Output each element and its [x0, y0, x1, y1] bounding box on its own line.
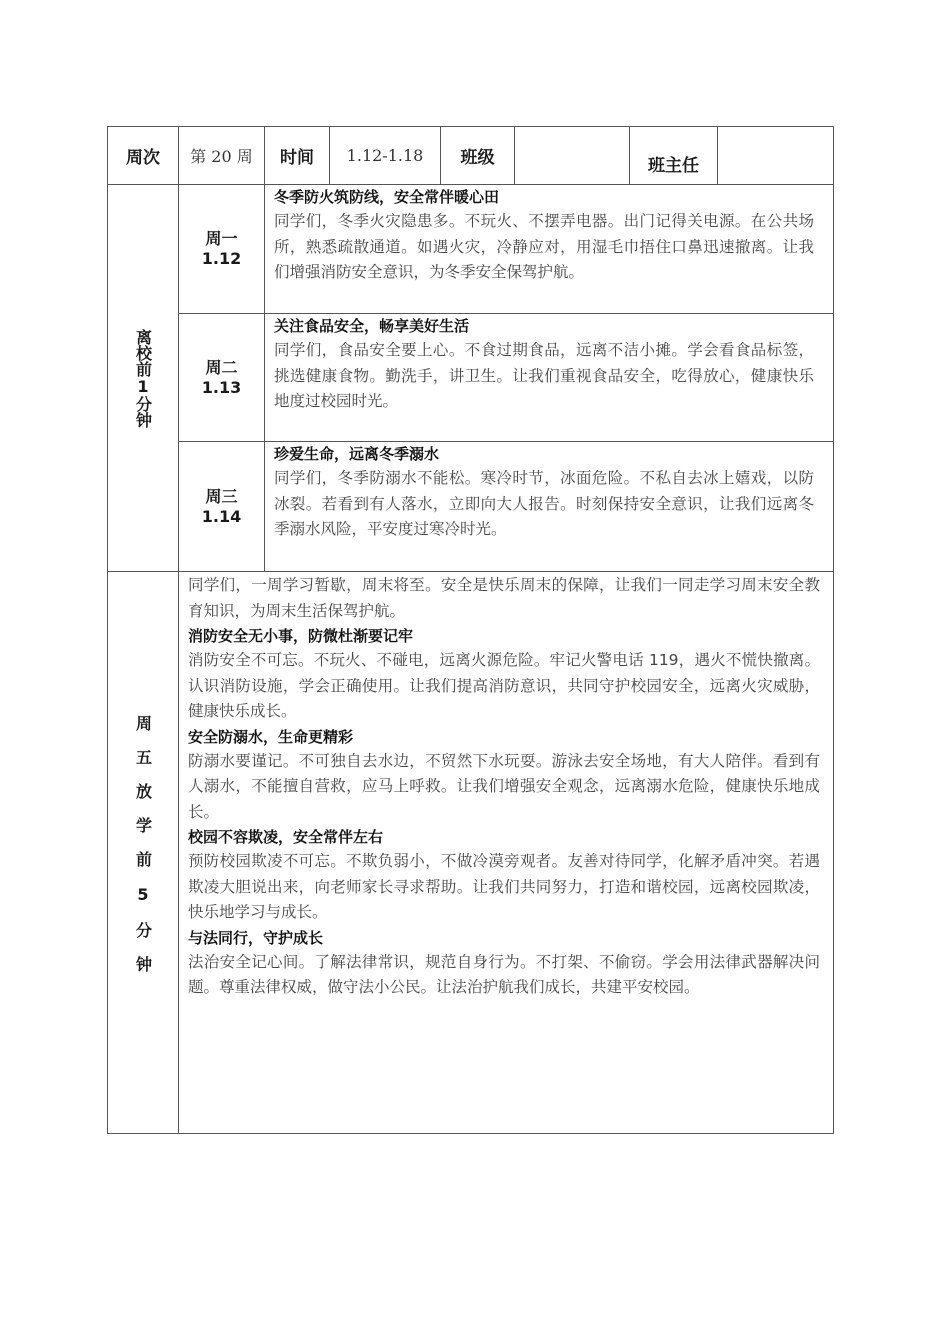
friday-content-cell — [188, 573, 820, 1131]
day-date: 1.13 — [201, 377, 242, 397]
topic-text: 同学们，冬季防溺水不能松。寒冷时节，冰面危险。不私自去冰上嬉戏，以防冰裂。若看到有人落水，立即向大人报告。时刻保持安全意识，让我们远离冬季溺水风险，平安度过寒冷时光。 — [274, 469, 814, 538]
content-cell-tuesday — [274, 314, 814, 441]
topic-title: 冬季防火筑防线，安全常伴暖心田 — [274, 188, 500, 206]
section-title: 消防安全无小事，防微杜渐要记牢 — [188, 627, 414, 645]
time-label: 时间 — [280, 148, 314, 168]
section-text: 法治安全记心间。了解法律常识，规范自身行为。不打架、不偷窃。学会用法律武器解决问题。尊重法律权威，做守法小公民。让法治护航我们成长，共建平安校园。 — [188, 952, 820, 996]
week-value: 第 20 周 — [190, 147, 253, 166]
teacher-value[interactable] — [718, 127, 833, 184]
day-date: 1.12 — [201, 249, 242, 268]
before-school-label: 离校前1分钟 — [133, 328, 153, 428]
content-cell-wednesday — [274, 442, 814, 571]
section-text: 防溺水要谨记。不可独自去水边，不贸然下水玩耍。游泳去安全场地，有大人陪伴。看到有人溺水，不能擅自营救，应马上呼救。让我们增强安全观念，远离溺水危险，健康快乐地成长。 — [188, 751, 820, 821]
topic-title: 关注食品安全，畅享美好生活 — [274, 317, 470, 335]
section-title: 校园不容欺凌，安全常伴左右 — [188, 828, 384, 846]
topic-text: 同学们，食品安全要上心。不食过期食品，远离不洁小摊。学会看食品标签，挑选健康食物。勤洗手，讲卫生。让我们重视食品安全，吃得放心，健康快乐地度过校园时光。 — [274, 341, 814, 410]
friday-label-cell — [108, 572, 178, 1133]
class-value[interactable] — [515, 127, 629, 184]
day-name: 周二 — [205, 357, 238, 377]
section-title: 与法同行，守护成长 — [188, 928, 324, 947]
topic-text: 同学们，冬季火灾隐患多。不玩火、不摆弄电器。出门记得关电源。在公共场所，熟悉疏散通道。如遇火灾，冷静应对，用湿毛巾捂住口鼻迅速撤离。让我们增强消防安全意识，为冬季安全保驾护航。 — [274, 212, 814, 281]
friday-intro: 同学们，一周学习暂歇，周末将至。安全是快乐周末的保障，让我们一同走学习周末安全教育知识，为周末生活保驾护航。 — [188, 576, 820, 620]
friday-label: 周五放学前5分钟 — [133, 715, 153, 990]
before-school-label-cell — [108, 185, 178, 571]
week-label: 周次 — [126, 148, 160, 168]
day-name: 周一 — [205, 229, 238, 248]
section-text: 消防安全不可忘。不玩火、不碰电，远离火源危险。牢记火警电话 119，遇火不慌快撤离。认识消防设施，学会正确使用。让我们提高消防意识，共同守护校园安全，远离火灾威胁，健康快乐成长。 — [188, 651, 820, 720]
day-cell-wednesday — [179, 442, 264, 571]
day-cell-monday — [179, 185, 264, 313]
day-cell-tuesday — [179, 314, 264, 441]
teacher-label: 班主任 — [648, 156, 699, 176]
section-title: 安全防溺水，生命更精彩 — [188, 727, 354, 746]
safety-schedule-table — [107, 126, 834, 1134]
before-school-divider — [108, 571, 833, 572]
day-date: 1.14 — [201, 506, 242, 526]
class-label: 班级 — [460, 148, 495, 168]
content-cell-monday — [274, 185, 814, 313]
section-text: 预防校园欺凌不可忘。不欺负弱小，不做冷漠旁观者。友善对待同学，化解矛盾冲突。若遇欺凌大胆说出来，向老师家长寻求帮助。让我们共同努力，打造和谐校园，远离校园欺凌，快乐地学习与成长。 — [188, 852, 820, 921]
time-value: 1.12-1.18 — [346, 146, 424, 165]
day-name: 周三 — [205, 486, 238, 506]
topic-title: 珍爱生命，远离冬季溺水 — [274, 445, 440, 463]
day-column-divider — [264, 184, 265, 571]
